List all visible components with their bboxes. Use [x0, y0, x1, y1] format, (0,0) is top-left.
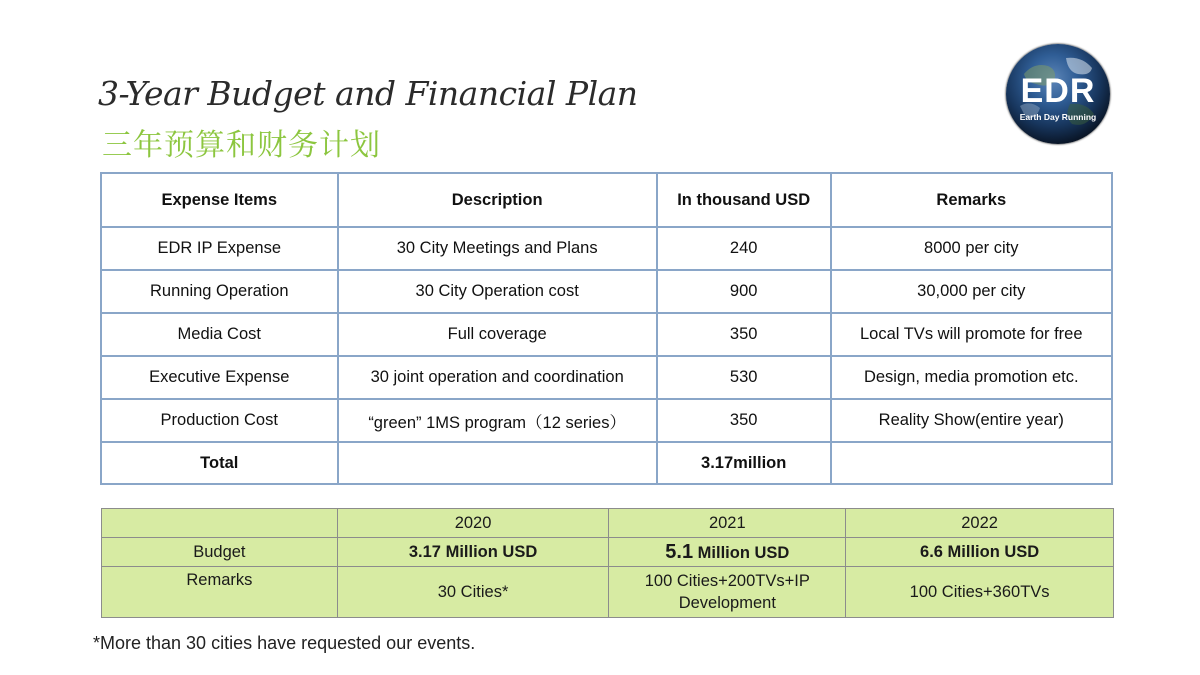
budget-amount: 3.17 — [408, 542, 441, 561]
expense-remarks: 8000 per city — [831, 227, 1112, 270]
expense-item: Running Operation — [101, 270, 338, 313]
table-row — [101, 356, 1112, 399]
logo-text: EDR — [1020, 72, 1096, 110]
table-header-row — [101, 173, 1112, 227]
budget-row — [102, 538, 1114, 567]
budget-value-2020 — [337, 538, 609, 567]
expense-description: 30 City Operation cost — [338, 270, 657, 313]
expense-amount: 350 — [657, 313, 831, 356]
remarks-value: 100 Cities+360TVs — [846, 567, 1114, 618]
expense-amount: 350 — [657, 399, 831, 442]
remarks-row — [102, 567, 1114, 618]
budget-amount: 5.1 — [665, 540, 694, 563]
budget-unit: Million USD — [942, 542, 1040, 561]
budget-amount: 6.6 — [920, 542, 943, 561]
total-remarks — [831, 442, 1112, 484]
remarks-value: 100 Cities+200TVs+IP Development — [609, 567, 846, 618]
expense-description: 30 joint operation and coordination — [338, 356, 657, 399]
table-row — [101, 270, 1112, 313]
year-header: 2022 — [846, 509, 1114, 538]
expense-item: EDR IP Expense — [101, 227, 338, 270]
expense-table — [100, 172, 1113, 485]
expense-amount: 530 — [657, 356, 831, 399]
table-row — [101, 313, 1112, 356]
column-header: Description — [338, 173, 657, 227]
page-title-chinese: 三年预算和财务计划 — [102, 128, 381, 163]
year-header: 2021 — [609, 509, 846, 538]
expense-amount: 240 — [657, 227, 831, 270]
budget-unit: Million USD — [441, 542, 538, 561]
total-description — [338, 442, 657, 484]
expense-description: 30 City Meetings and Plans — [338, 227, 657, 270]
page-title: 3-Year Budget and Financial Plan — [98, 74, 638, 113]
budget-value-2021 — [609, 538, 846, 567]
logo-subtitle: Earth Day Running — [1019, 112, 1097, 122]
expense-remarks: Design, media promotion etc. — [831, 356, 1112, 399]
year-row — [102, 509, 1114, 538]
edr-logo — [1006, 44, 1110, 144]
budget-label: Budget — [102, 538, 338, 567]
expense-description: “green” 1MS program（12 series） — [338, 399, 657, 442]
budget-value-2022 — [846, 538, 1114, 567]
footnote: *More than 30 cities have requested our events. — [93, 633, 476, 653]
expense-amount: 900 — [657, 270, 831, 313]
expense-remarks: 30,000 per city — [831, 270, 1112, 313]
corner-cell — [102, 509, 338, 538]
column-header: Expense Items — [101, 173, 338, 227]
expense-remarks: Local TVs will promote for free — [831, 313, 1112, 356]
budget-unit: Million USD — [693, 543, 790, 562]
expense-item: Production Cost — [101, 399, 338, 442]
remarks-value: 30 Cities* — [337, 567, 609, 618]
total-row — [101, 442, 1112, 484]
total-amount: 3.17million — [657, 442, 831, 484]
expense-description: Full coverage — [338, 313, 657, 356]
budget-table — [101, 508, 1114, 618]
column-header: Remarks — [831, 173, 1112, 227]
year-header: 2020 — [337, 509, 609, 538]
expense-remarks: Reality Show(entire year) — [831, 399, 1112, 442]
column-header: In thousand USD — [657, 173, 831, 227]
expense-item: Executive Expense — [101, 356, 338, 399]
table-row — [101, 399, 1112, 442]
remarks-label: Remarks — [102, 567, 338, 618]
table-row — [101, 227, 1112, 270]
total-label: Total — [101, 442, 338, 484]
expense-item: Media Cost — [101, 313, 338, 356]
